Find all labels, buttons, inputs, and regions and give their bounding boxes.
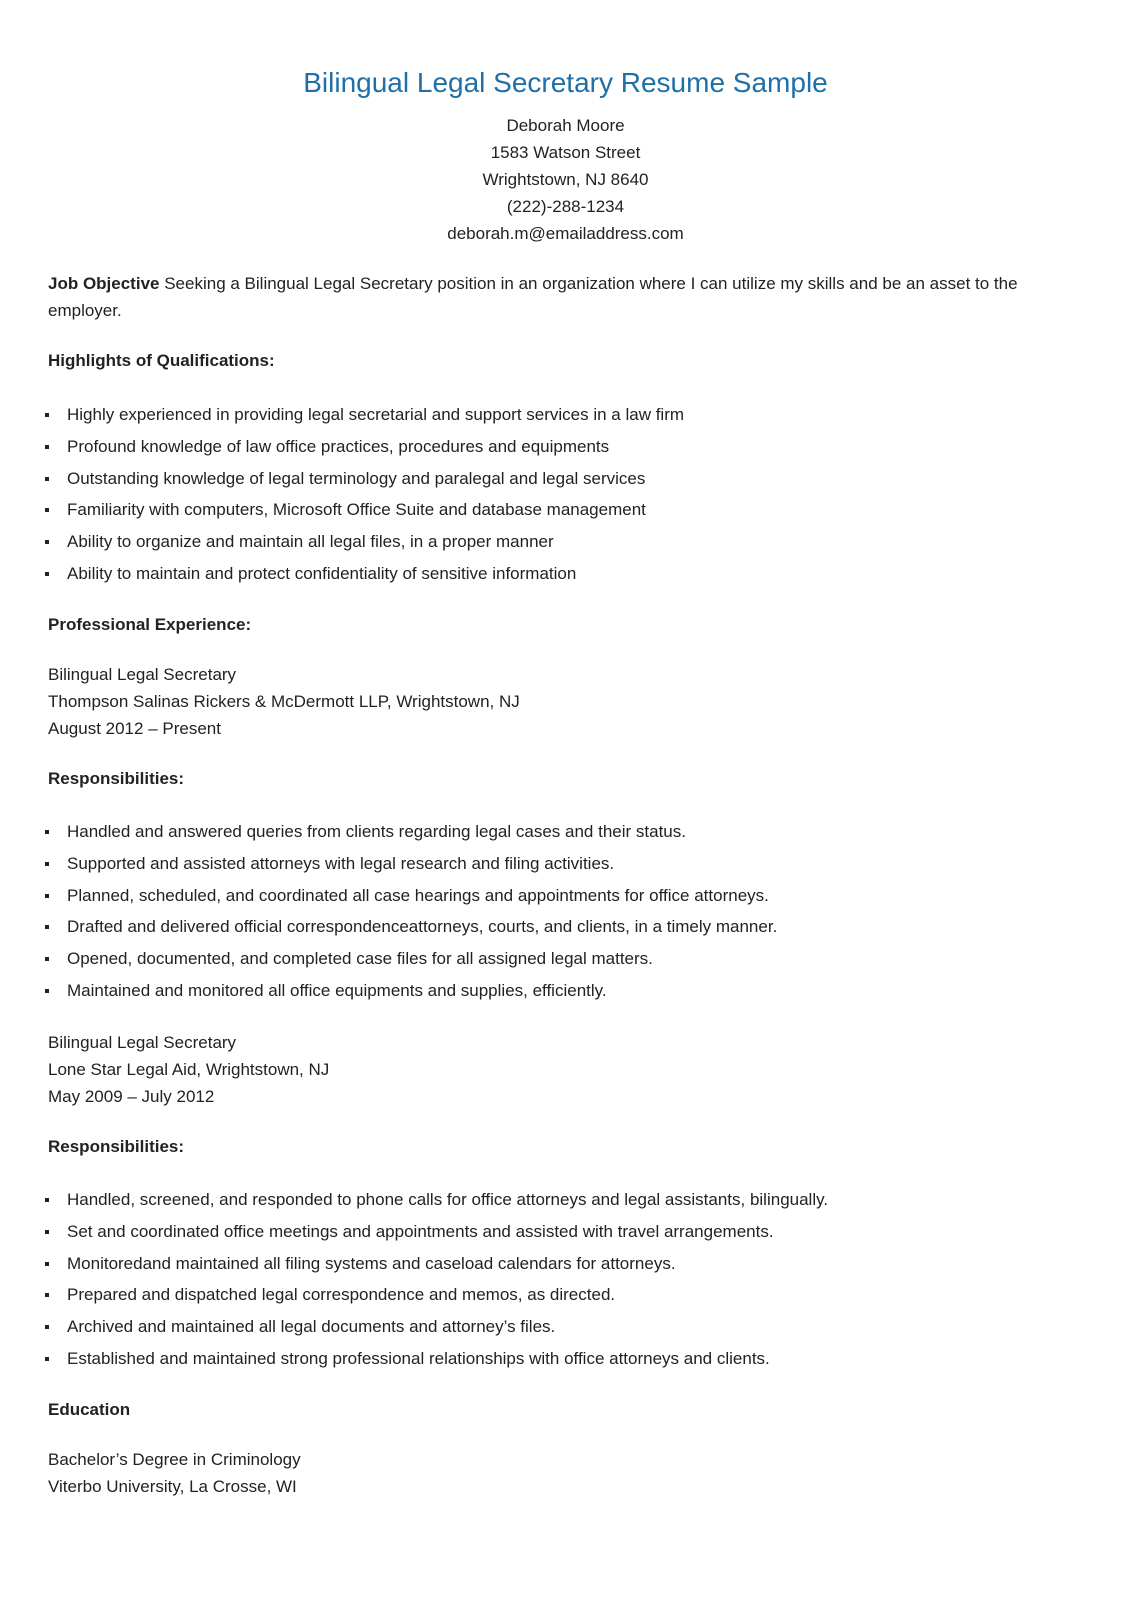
- bullet-icon: [45, 894, 49, 898]
- bullet-icon: [45, 1357, 49, 1361]
- bullet-icon: [45, 1262, 49, 1266]
- list-item: Opened, documented, and completed case files for all assigned legal matters.: [40, 943, 777, 975]
- education-school: Viterbo University, La Crosse, WI: [48, 1477, 297, 1496]
- list-item: Prepared and dispatched legal correspondence and memos, as directed.: [40, 1279, 828, 1311]
- list-item: Handled and answered queries from clients regarding legal cases and their status.: [40, 816, 777, 848]
- experience-heading: Professional Experience:: [48, 615, 252, 634]
- list-item: Outstanding knowledge of legal terminology and paralegal and legal services: [40, 463, 684, 495]
- education-heading: Education: [48, 1400, 131, 1419]
- list-item: Drafted and delivered official correspondenceattorneys, courts, and clients, in a timely manner.: [40, 911, 777, 943]
- bullet-icon: [45, 989, 49, 993]
- job-1-responsibilities-heading: Responsibilities:: [48, 769, 185, 788]
- bullet-icon: [45, 477, 49, 481]
- job-1-title: Bilingual Legal Secretary: [48, 665, 237, 684]
- job-2-responsibilities-heading: Responsibilities:: [48, 1137, 185, 1156]
- bullet-icon: [45, 1293, 49, 1297]
- job-2-title: Bilingual Legal Secretary: [48, 1033, 237, 1052]
- bullet-icon: [45, 445, 49, 449]
- list-item: Ability to organize and maintain all legal files, in a proper manner: [40, 526, 684, 558]
- bullet-icon: [45, 1230, 49, 1234]
- job-objective: [48, 270, 1088, 324]
- contact-city: Wrightstown, NJ 8640: [482, 170, 649, 189]
- list-item: Profound knowledge of law office practices, procedures and equipments: [40, 431, 684, 463]
- list-item: Familiarity with computers, Microsoft Office Suite and database management: [40, 494, 684, 526]
- bullet-icon: [45, 830, 49, 834]
- job-1-dates: August 2012 – Present: [48, 719, 221, 738]
- contact-email: deborah.m@emailaddress.com: [447, 224, 684, 243]
- list-item: Supported and assisted attorneys with legal research and filing activities.: [40, 848, 777, 880]
- job-2-dates: May 2009 – July 2012: [48, 1087, 215, 1106]
- bullet-icon: [45, 925, 49, 929]
- list-item: Ability to maintain and protect confidentiality of sensitive information: [40, 558, 684, 590]
- bullet-icon: [45, 572, 49, 576]
- contact-street: 1583 Watson Street: [490, 143, 641, 162]
- education-degree: Bachelor’s Degree in Criminology: [48, 1450, 301, 1469]
- job-1-company: Thompson Salinas Rickers & McDermott LLP, Wrightstown, NJ: [48, 692, 520, 711]
- list-item: Planned, scheduled, and coordinated all case hearings and appointments for office attorneys.: [40, 880, 777, 912]
- highlights-list: [40, 399, 684, 590]
- bullet-icon: [45, 540, 49, 544]
- job-objective-label: Job Objective: [48, 274, 160, 293]
- list-item: Established and maintained strong professional relationships with office attorneys and clients.: [40, 1343, 828, 1375]
- job-objective-text: Seeking a Bilingual Legal Secretary position in an organization where I can utilize my skills and be an asset to the employer.: [48, 274, 1018, 320]
- job-1-responsibilities-list: [40, 816, 777, 1007]
- contact-phone: (222)-288-1234: [506, 197, 625, 216]
- highlights-heading: Highlights of Qualifications:: [48, 351, 275, 370]
- bullet-icon: [45, 957, 49, 961]
- list-item: Monitoredand maintained all filing systems and caseload calendars for attorneys.: [40, 1248, 828, 1280]
- bullet-icon: [45, 508, 49, 512]
- list-item: Highly experienced in providing legal secretarial and support services in a law firm: [40, 399, 684, 431]
- bullet-icon: [45, 413, 49, 417]
- list-item: Set and coordinated office meetings and appointments and assisted with travel arrangements.: [40, 1216, 828, 1248]
- list-item: Archived and maintained all legal documents and attorney’s files.: [40, 1311, 828, 1343]
- bullet-icon: [45, 1198, 49, 1202]
- list-item: Maintained and monitored all office equipments and supplies, efficiently.: [40, 975, 777, 1007]
- contact-name: Deborah Moore: [506, 116, 625, 135]
- job-2-responsibilities-list: [40, 1184, 828, 1375]
- bullet-icon: [45, 862, 49, 866]
- bullet-icon: [45, 1325, 49, 1329]
- page-title: Bilingual Legal Secretary Resume Sample: [303, 67, 828, 98]
- job-2-company: Lone Star Legal Aid, Wrightstown, NJ: [48, 1060, 330, 1079]
- list-item: Handled, screened, and responded to phone calls for office attorneys and legal assistants, bilingually.: [40, 1184, 828, 1216]
